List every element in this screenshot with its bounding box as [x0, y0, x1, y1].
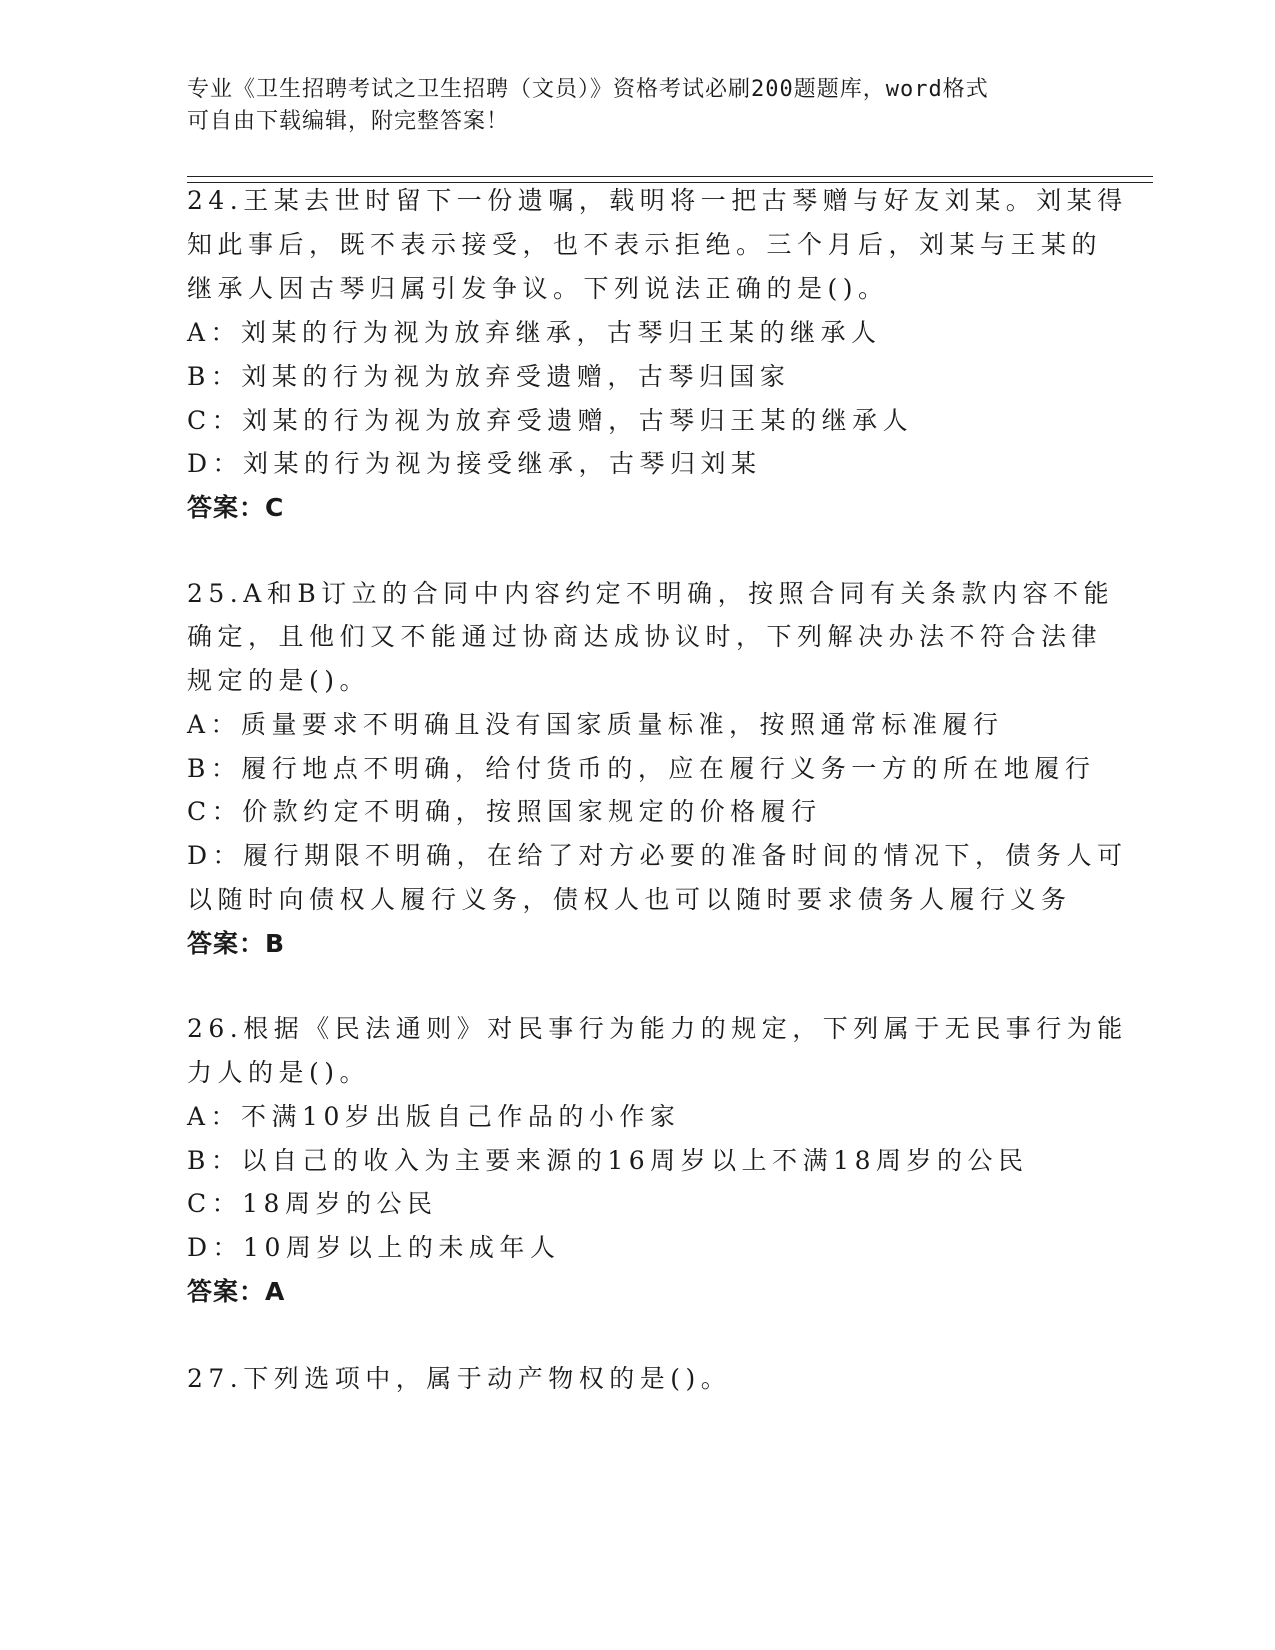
- option-a: A：不满10岁出版自己作品的小作家: [187, 1102, 681, 1131]
- option-a: A：刘某的行为视为放弃继承，古琴归王某的继承人: [187, 318, 882, 347]
- answer-value: A: [265, 1277, 286, 1306]
- document-header: [187, 74, 1087, 138]
- question-stem-line: 26.根据《民法通则》对民事行为能力的规定，下列属于无民事行为能: [187, 1014, 1128, 1043]
- option-a: A：质量要求不明确且没有国家质量标准，按照通常标准履行: [187, 710, 1004, 739]
- question-stem-line: 确定，且他们又不能通过协商达成协议时，下列解决办法不符合法律: [187, 622, 1103, 651]
- header-divider-top: [187, 176, 1153, 177]
- option-d: D：10周岁以上的未成年人: [187, 1233, 561, 1262]
- question-stem-line: 24.王某去世时留下一份遗嘱，载明将一把古琴赠与好友刘某。刘某得: [187, 186, 1128, 215]
- option-c: C：18周岁的公民: [187, 1189, 438, 1218]
- question-stem-line: 27.下列选项中，属于动产物权的是()。: [187, 1364, 732, 1393]
- question-stem-line: 规定的是()。: [187, 666, 371, 695]
- answer-line: [187, 493, 284, 523]
- header-title-line-1: 专业《卫生招聘考试之卫生招聘（文员）》资格考试必刷200题题库，word格式: [187, 77, 989, 102]
- question-stem-line: 继承人因古琴归属引发争议。下列说法正确的是()。: [187, 274, 889, 303]
- question-stem-line: 力人的是()。: [187, 1058, 371, 1087]
- option-d: D：履行期限不明确，在给了对方必要的准备时间的情况下，债务人可: [187, 841, 1128, 870]
- question-stem-line: 25.A和B订立的合同中内容约定不明确，按照合同有关条款内容不能: [187, 579, 1115, 608]
- answer-line: [187, 929, 285, 959]
- answer-line: [187, 1277, 285, 1307]
- option-b: B：刘某的行为视为放弃受遗赠，古琴归国家: [187, 362, 791, 391]
- option-d-continued: 以随时向债权人履行义务，债权人也可以随时要求债务人履行义务: [187, 885, 1072, 914]
- option-c: C：刘某的行为视为放弃受遗赠，古琴归王某的继承人: [187, 406, 914, 435]
- header-divider-bottom: [187, 182, 1153, 183]
- option-d: D：刘某的行为视为接受继承，古琴归刘某: [187, 449, 762, 478]
- answer-label: 答案：: [187, 493, 266, 522]
- answer-label: 答案：: [187, 1277, 266, 1306]
- answer-value: C: [265, 493, 285, 522]
- option-b: B：以自己的收入为主要来源的16周岁以上不满18周岁的公民: [187, 1146, 1029, 1175]
- header-title-line-2: 可自由下载编辑，附完整答案！: [187, 109, 510, 134]
- option-c: C：价款约定不明确，按照国家规定的价格履行: [187, 797, 822, 826]
- answer-value: B: [265, 929, 286, 958]
- option-b: B：履行地点不明确，给付货币的，应在履行义务一方的所在地履行: [187, 754, 1096, 783]
- answer-label: 答案：: [187, 929, 266, 958]
- question-stem-line: 知此事后，既不表示接受，也不表示拒绝。三个月后，刘某与王某的: [187, 230, 1103, 259]
